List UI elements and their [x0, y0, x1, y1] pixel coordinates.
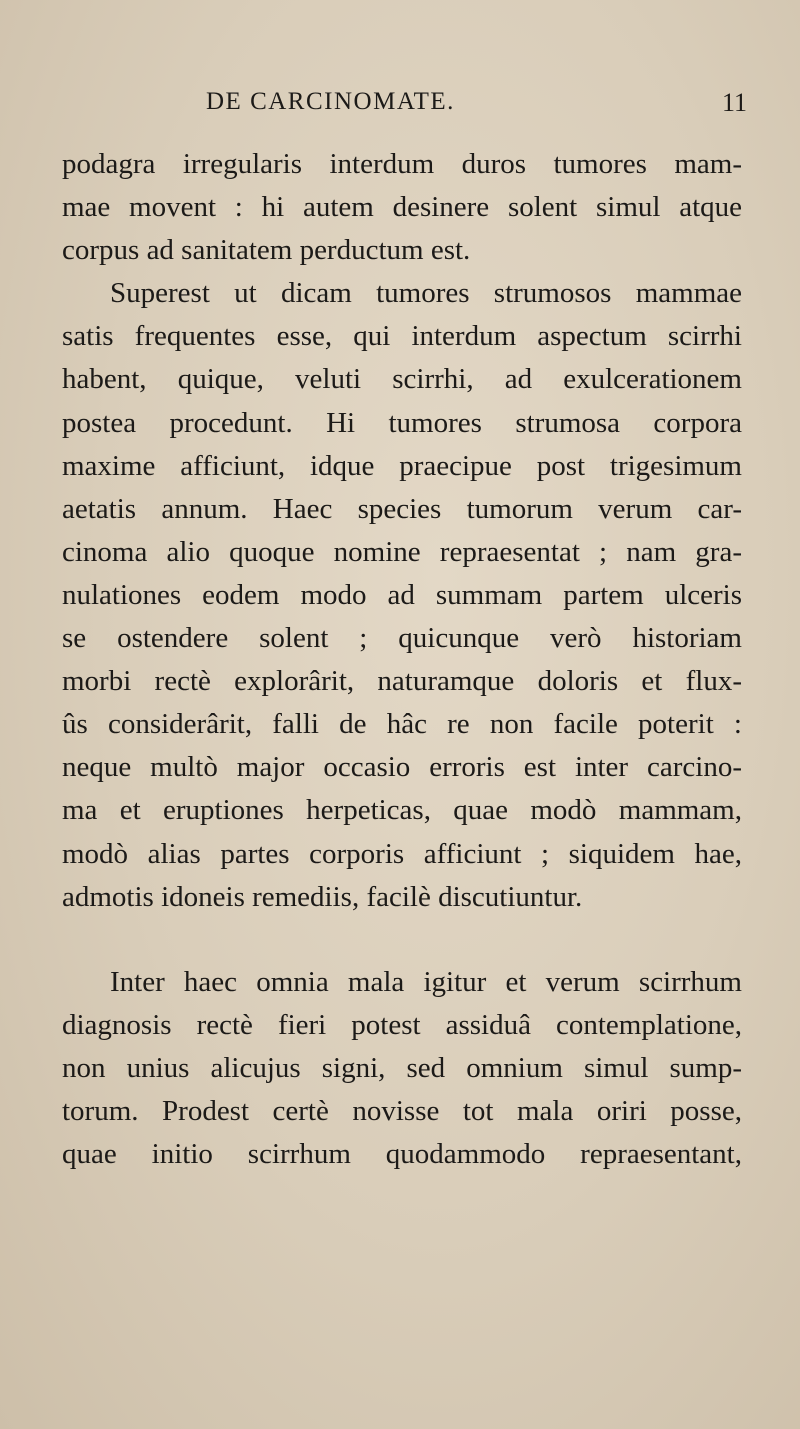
text-line: satis frequentes esse, qui interdum aspectum scirrhi [62, 320, 742, 353]
paragraph-3 [62, 961, 742, 1176]
text-line: postea procedunt. Hi tumores strumosa corpora [62, 406, 742, 439]
text-line: podagra irregularis interdum duros tumores mam- [62, 148, 742, 180]
text-line: ma et eruptiones herpeticas, quae modò mammam, [62, 794, 742, 827]
text-line: neque multò major occasio erroris est inter carcino- [62, 751, 742, 784]
text-line: se ostendere solent ; quicunque verò historiam [62, 622, 742, 655]
text-line: mae movent : hi autem desinere solent simul atque [62, 191, 742, 224]
text-line: habent, quique, veluti scirrhi, ad exulcerationem [62, 363, 742, 396]
page-body [62, 143, 742, 1176]
text-line: Superest ut dicam tumores strumosos mammae [110, 277, 742, 310]
text-line: quae initio scirrhum quodammodo repraesentant, [62, 1138, 742, 1171]
paragraph-1 [62, 143, 742, 272]
text-line: admotis idoneis remediis, facilè discutiuntur. [62, 880, 583, 913]
text-line: ûs considerârit, falli de hâc re non facile poterit : [62, 708, 742, 741]
paragraph-gap [62, 919, 742, 961]
text-line: torum. Prodest certè novisse tot mala oriri posse, [62, 1094, 742, 1127]
text-line: maxime afficiunt, idque praecipue post trigesimum [62, 449, 742, 482]
text-line: diagnosis rectè fieri potest assiduâ contemplatione, [62, 1008, 742, 1041]
page-number: 11 [722, 88, 748, 117]
running-title: DE CARCINOMATE. [206, 88, 455, 115]
text-line: morbi rectè explorârit, naturamque doloris et flux- [62, 665, 742, 698]
text-line: modò alias partes corporis afficiunt ; siquidem hae, [62, 837, 742, 870]
text-line: non unius alicujus signi, sed omnium simul sump- [62, 1051, 742, 1084]
text-line: aetatis annum. Haec species tumorum verum car- [62, 492, 742, 525]
text-line: nulationes eodem modo ad summam partem ulceris [62, 578, 742, 611]
paragraph-2 [62, 272, 742, 918]
text-line: cinoma alio quoque nomine repraesentat ; nam gra- [62, 535, 742, 568]
text-line: Inter haec omnia mala igitur et verum scirrhum [110, 965, 742, 998]
text-line: corpus ad sanitatem perductum est. [62, 234, 471, 267]
page-header [0, 88, 800, 128]
